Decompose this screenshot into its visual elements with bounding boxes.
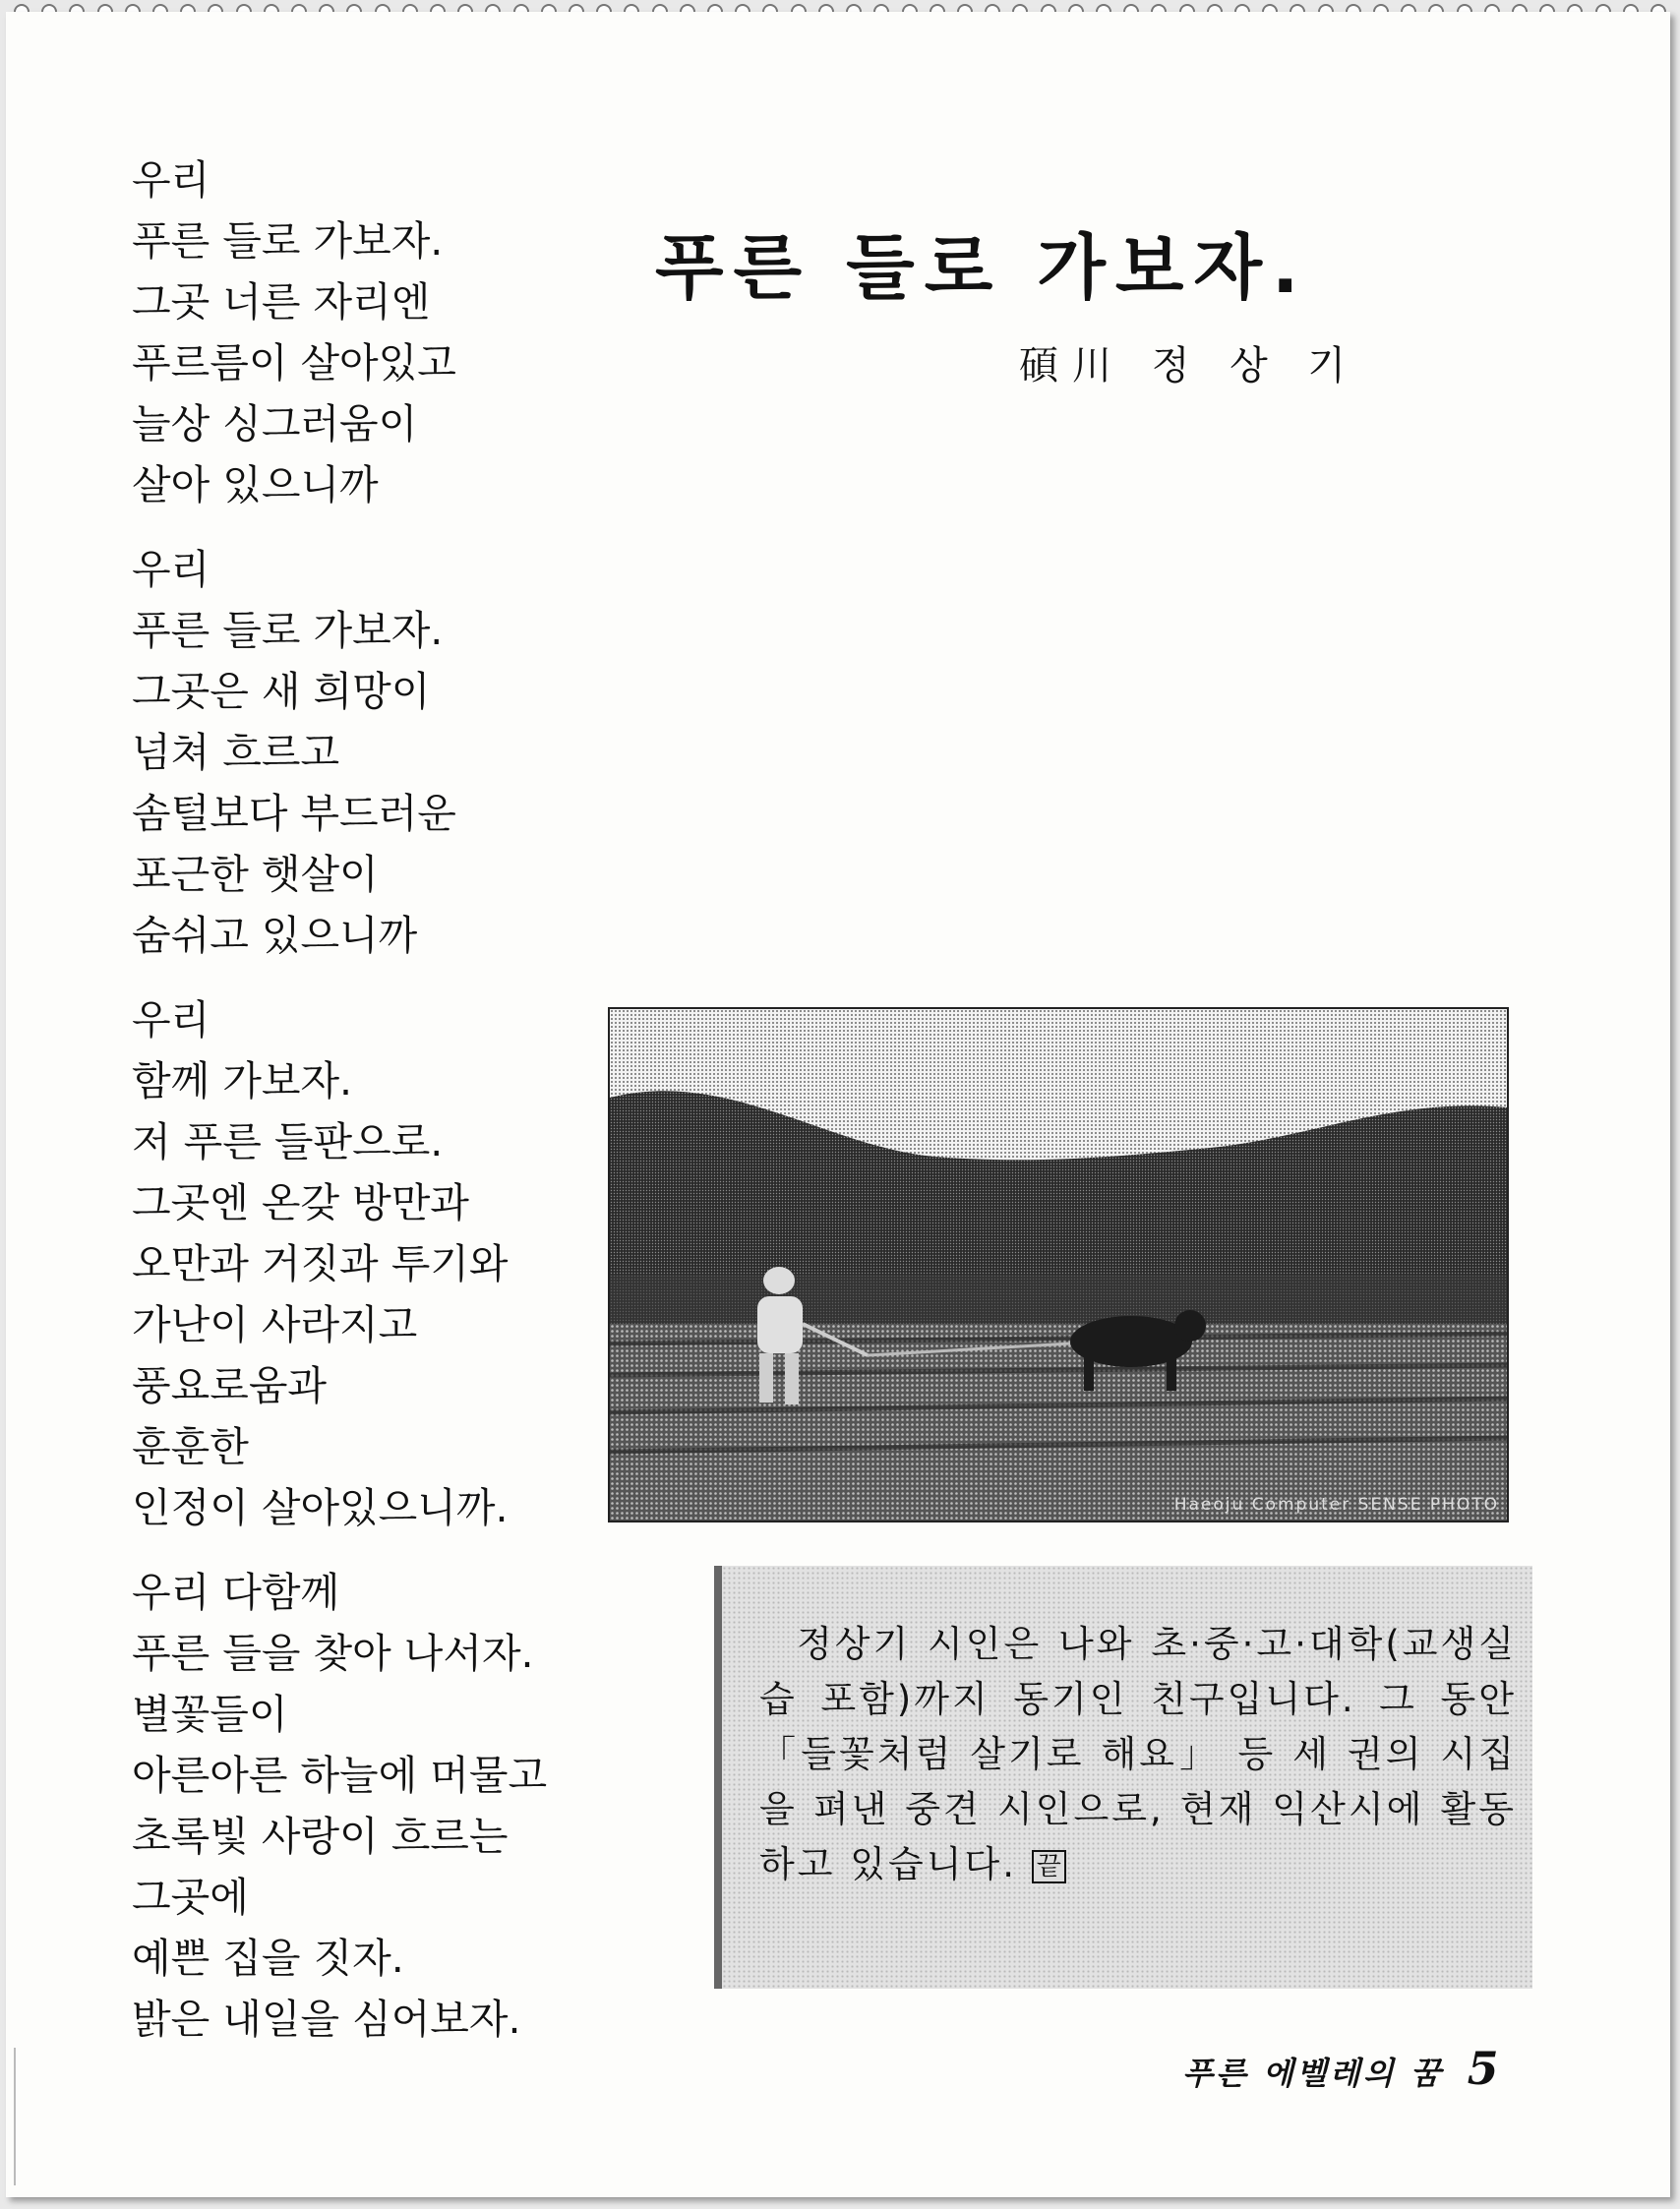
poem-line: 오만과 거짓과 투기와 [132,1240,509,1287]
farmer-plowing-field-image [610,1009,1507,1521]
poem-line: 넘쳐 흐르고 [132,729,340,776]
poem-line: 초록빛 사랑이 흐르는 [132,1813,509,1860]
poem-line: 우리 [132,546,210,593]
end-mark-icon: 끝 [1032,1850,1066,1883]
poem-line: 푸른 들을 찾아 나서자. [132,1630,534,1677]
poem-line: 밝은 내일을 심어보자. [132,1996,521,2043]
poem-line: 함께 가보자. [132,1057,353,1104]
field-photo [608,1007,1509,1522]
page-number: 5 [1467,2042,1499,2095]
footer-publication-title: 푸른 에벨레의 꿈 [1182,2055,1444,2092]
poem-line: 우리 [132,156,210,204]
poem-line: 푸른 들로 가보자. [132,217,444,265]
bio-paragraph: 정상기 시인은 나와 초·중·고·대학(교생실습 포함)까지 동기인 친구입니다. 그 동안 「들꽃처럼 살기로 해요」 등 세 권의 시집을 펴낸 중견 시인으로, 현재 익산시에 활동하고 있습니다. [759,1623,1517,1885]
poem-stanza [132,989,643,1538]
poem-line: 아른아른 하늘에 머물고 [132,1752,548,1799]
poem-line: 그곳엔 온갖 방만과 [132,1179,469,1226]
poem-stanza [132,539,643,966]
poem-line: 그곳에 [132,1874,249,1921]
document-page [6,12,1670,2197]
poem-line: 저 푸른 들판으로. [132,1118,444,1165]
poem-line: 우리 [132,996,210,1044]
poem-line: 푸르름이 살아있고 [132,339,456,387]
poem-stanza [132,149,643,515]
poem-line: 그곳 너른 자리엔 [132,278,431,326]
poem-line: 그곳은 새 희망이 [132,668,431,715]
page-footer [1182,2042,1499,2095]
poem-line: 우리 다함께 [132,1569,340,1616]
poem-stanza [132,1562,643,2050]
author-bio-text [759,1617,1517,1892]
poem-line: 숨쉬고 있으니까 [132,912,418,959]
poem-line: 훈훈한 [132,1423,249,1470]
poem-line: 예쁜 집을 짓자. [132,1935,404,1982]
poem-line: 인정이 살아있으니까. [132,1484,509,1531]
poem-line: 가난이 사라지고 [132,1301,418,1348]
page-title: 푸른 들로 가보자. [655,226,1309,309]
poem-line: 별꽃들이 [132,1691,288,1738]
poem-body [132,149,643,2073]
poem-line: 푸른 들로 가보자. [132,607,444,654]
author-bio-box [714,1566,1532,1989]
margin-line [14,2048,16,2185]
photo-credit: Haeoju Computer SENSE PHOTO [1173,1495,1499,1515]
poem-line: 풍요로움과 [132,1362,328,1409]
poem-line: 늘상 싱그러움이 [132,400,418,448]
poem-line: 포근한 햇살이 [132,851,379,898]
author-name: 碩川 정 상 기 [1019,343,1360,388]
poem-line: 살아 있으니까 [132,461,379,508]
poem-line: 솜털보다 부드러운 [132,790,456,837]
